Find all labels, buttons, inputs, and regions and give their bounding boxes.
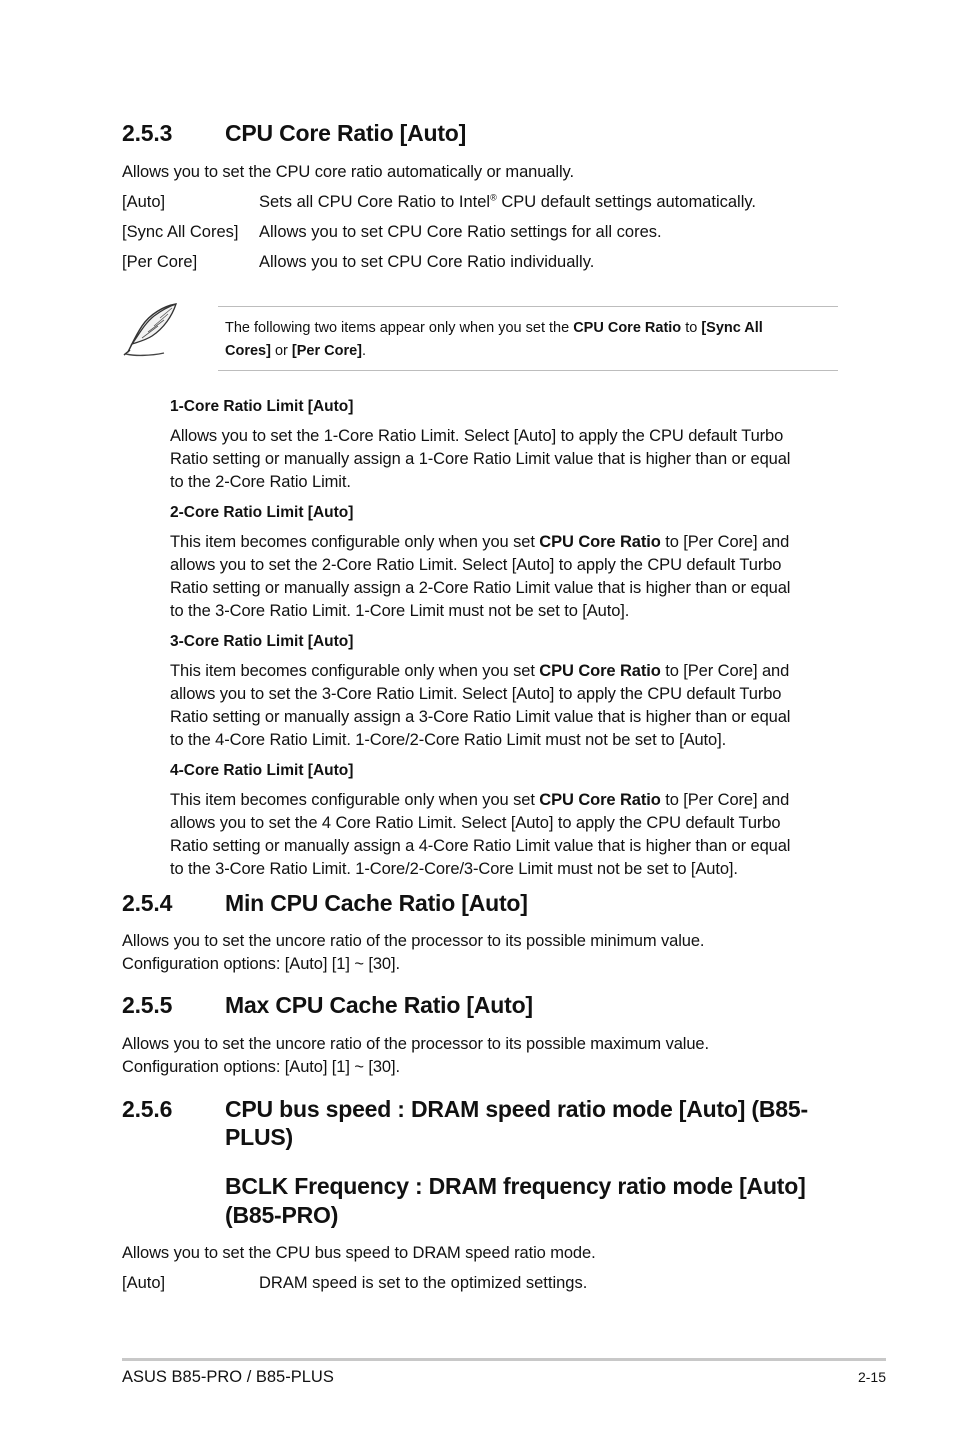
option-key: [Auto] bbox=[122, 193, 166, 211]
subitem-heading: 4-Core Ratio Limit [Auto] bbox=[170, 762, 354, 779]
subitem-body bbox=[170, 531, 838, 623]
note-box bbox=[218, 306, 838, 371]
section-title-line: PLUS) bbox=[225, 1124, 294, 1150]
body-line: to the 3-Core Ratio Limit. 1-Core Limit must not be set to [Auto]. bbox=[170, 602, 630, 620]
body-line: Ratio setting or manually assign a 4-Core Ratio Limit value that is higher than or equal bbox=[170, 837, 791, 855]
body-line: Ratio setting or manually assign a 2-Core Ratio Limit value that is higher than or equal bbox=[170, 579, 791, 597]
body-line: allows you to set the 2-Core Ratio Limit. Select [Auto] to apply the CPU default Turbo bbox=[170, 556, 782, 574]
note-bold: [Per Core] bbox=[291, 343, 362, 359]
registered-mark: ® bbox=[490, 192, 497, 203]
section-intro: Allows you to set the CPU core ratio automatically or manually. bbox=[122, 163, 574, 181]
body-text: to [Per Core] and bbox=[660, 533, 790, 551]
subitem-body bbox=[170, 789, 838, 881]
body-line: Ratio setting or manually assign a 3-Core Ratio Limit value that is higher than or equal bbox=[170, 708, 791, 726]
section-number: 2.5.3 bbox=[122, 120, 173, 146]
subitem-body bbox=[170, 660, 838, 752]
section-body: Configuration options: [Auto] [1] ~ [30]. bbox=[122, 1058, 400, 1076]
subitem-body bbox=[170, 425, 838, 494]
section-title: Min CPU Cache Ratio [Auto] bbox=[225, 890, 528, 916]
note-text bbox=[225, 317, 825, 363]
option-desc bbox=[259, 191, 756, 214]
note-bold: [Sync All bbox=[701, 320, 763, 336]
body-text: to [Per Core] and bbox=[660, 662, 790, 680]
body-line: to the 3-Core Ratio Limit. 1-Core/2-Core/3-Core Limit must not be set to [Auto]. bbox=[170, 860, 738, 878]
note-bold: Cores] bbox=[225, 343, 271, 359]
subitem-heading: 1-Core Ratio Limit [Auto] bbox=[170, 398, 354, 415]
body-line: allows you to set the 3-Core Ratio Limit. Select [Auto] to apply the CPU default Turbo bbox=[170, 685, 782, 703]
body-bold: CPU Core Ratio bbox=[539, 662, 661, 680]
section-body: Configuration options: [Auto] [1] ~ [30]. bbox=[122, 955, 400, 973]
section-title-line: (B85-PRO) bbox=[225, 1202, 339, 1228]
option-desc: Allows you to set CPU Core Ratio settings for all cores. bbox=[259, 223, 662, 241]
body-text: to [Per Core] and bbox=[660, 791, 790, 809]
section-title: CPU Core Ratio [Auto] bbox=[225, 120, 467, 146]
option-desc: DRAM speed is set to the optimized settings. bbox=[259, 1274, 588, 1292]
section-title-line: BCLK Frequency : DRAM frequency ratio mode [Auto] bbox=[225, 1173, 806, 1199]
note-text-part: . bbox=[362, 343, 367, 359]
section-number: 2.5.5 bbox=[122, 992, 173, 1018]
section-number: 2.5.6 bbox=[122, 1096, 173, 1122]
body-text: This item becomes configurable only when you set bbox=[170, 791, 540, 809]
subitem-heading: 3-Core Ratio Limit [Auto] bbox=[170, 633, 354, 650]
section-intro: Allows you to set the CPU bus speed to DRAM speed ratio mode. bbox=[122, 1244, 596, 1262]
body-text: This item becomes configurable only when you set bbox=[170, 533, 540, 551]
section-2-5-5-heading bbox=[122, 990, 842, 1020]
body-bold: CPU Core Ratio bbox=[539, 791, 661, 809]
body-line: Ratio setting or manually assign a 1-Core Ratio Limit value that is higher than or equal bbox=[170, 450, 791, 468]
footer-divider bbox=[122, 1358, 886, 1361]
option-key: [Auto] bbox=[122, 1274, 166, 1292]
option-desc-text: Sets all CPU Core Ratio to Intel bbox=[259, 193, 491, 211]
section-body: Allows you to set the uncore ratio of the processor to its possible maximum value. bbox=[122, 1035, 709, 1053]
option-key: [Per Core] bbox=[122, 253, 198, 271]
section-title: Max CPU Cache Ratio [Auto] bbox=[225, 992, 533, 1018]
section-number: 2.5.4 bbox=[122, 890, 173, 916]
note-feather-icon bbox=[120, 300, 180, 358]
body-bold: CPU Core Ratio bbox=[539, 533, 661, 551]
body-text: This item becomes configurable only when you set bbox=[170, 662, 540, 680]
section-2-5-4-heading bbox=[122, 888, 842, 918]
note-text-part: or bbox=[270, 343, 292, 359]
body-line: to the 4-Core Ratio Limit. 1-Core/2-Core Ratio Limit must not be set to [Auto]. bbox=[170, 731, 727, 749]
body-line: Allows you to set the 1-Core Ratio Limit. Select [Auto] to apply the CPU default Turbo bbox=[170, 427, 784, 445]
section-2-5-6-heading bbox=[122, 1094, 842, 1234]
section-body: Allows you to set the uncore ratio of the processor to its possible minimum value. bbox=[122, 932, 705, 950]
body-line: allows you to set the 4 Core Ratio Limit. Select [Auto] to apply the CPU default Turbo bbox=[170, 814, 781, 832]
section-2-5-3-heading bbox=[122, 118, 842, 148]
footer-page-number: 2-15 bbox=[857, 1369, 886, 1385]
subitem-heading: 2-Core Ratio Limit [Auto] bbox=[170, 504, 354, 521]
footer-product-name: ASUS B85-PRO / B85-PLUS bbox=[122, 1368, 334, 1386]
body-line: to the 2-Core Ratio Limit. bbox=[170, 473, 351, 491]
note-bold: CPU Core Ratio bbox=[573, 320, 682, 336]
option-key: [Sync All Cores] bbox=[122, 223, 239, 241]
section-title-line: CPU bus speed : DRAM speed ratio mode [Auto] (B85- bbox=[225, 1096, 808, 1122]
note-text-part: The following two items appear only when you set the bbox=[225, 320, 574, 336]
option-desc-text: CPU default settings automatically. bbox=[496, 193, 756, 211]
option-desc: Allows you to set CPU Core Ratio individually. bbox=[259, 253, 595, 271]
note-text-part: to bbox=[681, 320, 702, 336]
